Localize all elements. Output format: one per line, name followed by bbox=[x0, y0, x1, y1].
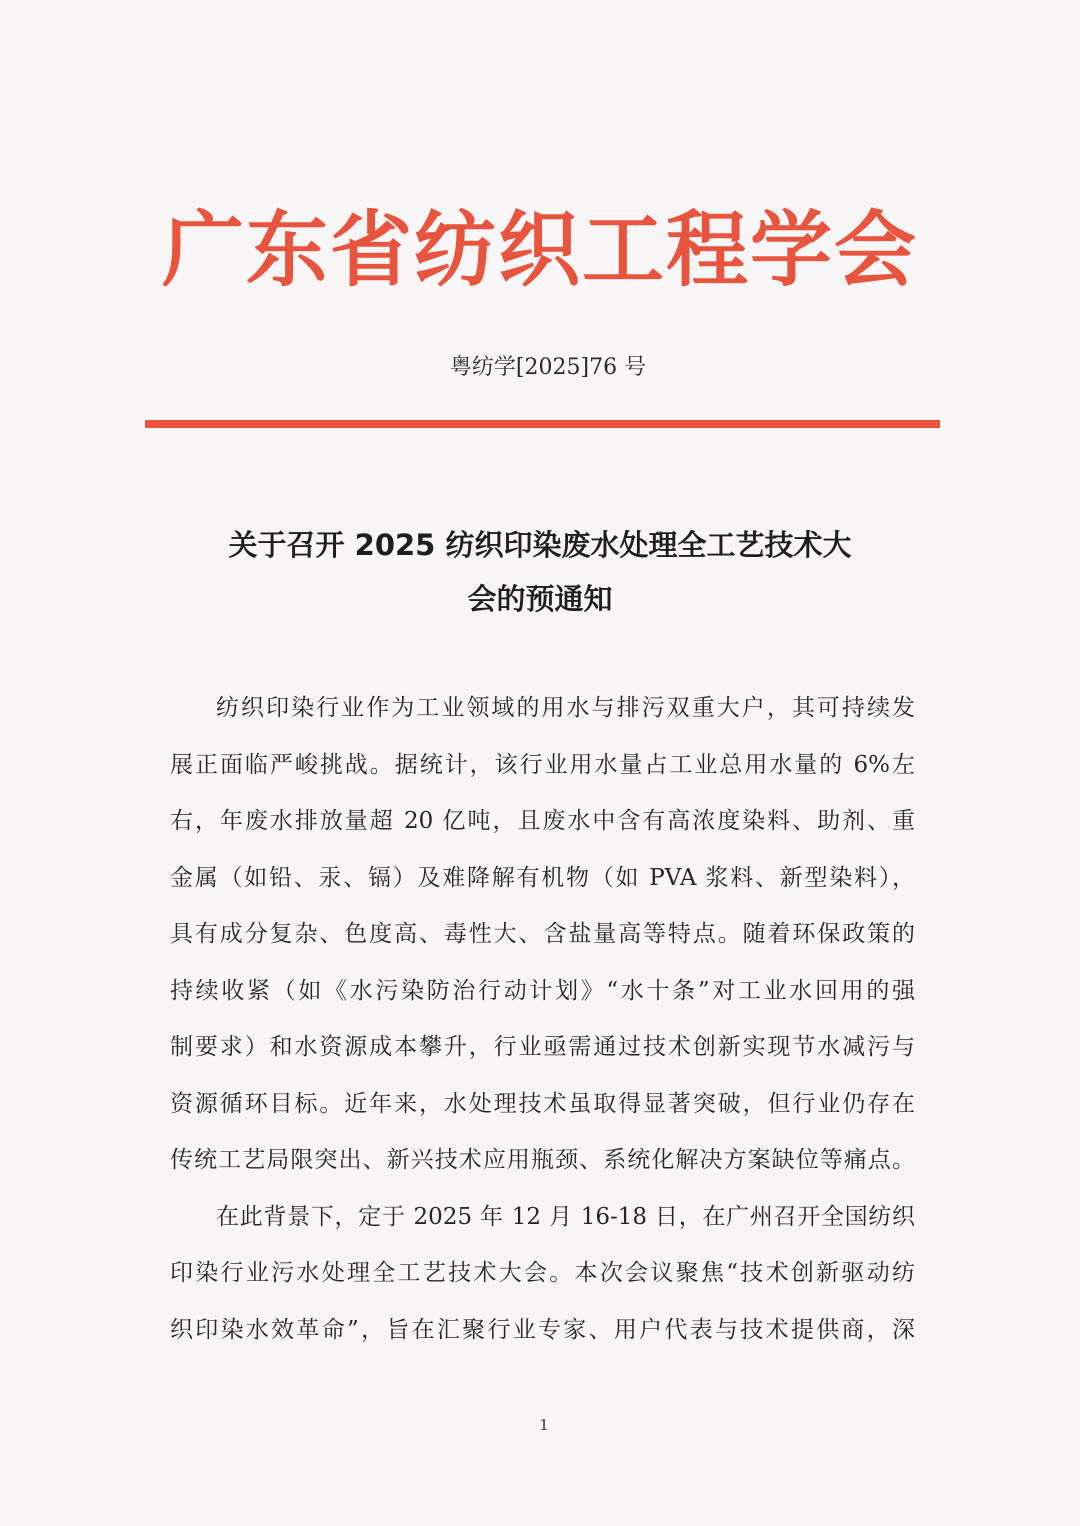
body-line: 织印染水效革命”，旨在汇聚行业专家、用户代表与技术提供商，深 bbox=[170, 1316, 915, 1343]
document-title bbox=[120, 518, 960, 626]
body-line: 右，年废水排放量超 20 亿吨，且废水中含有高浓度染料、助剂、重 bbox=[170, 808, 915, 834]
title-line: 关于召开 2025 纺织印染废水处理全工艺技术大 bbox=[228, 528, 852, 562]
body-line: 纺织印染行业作为工业领域的用水与排污双重大户，其可持续发 bbox=[216, 695, 915, 721]
letterhead-divider bbox=[145, 420, 940, 428]
document-body bbox=[170, 680, 915, 1358]
body-line: 金属（如铅、汞、镉）及难降解有机物（如 PVA 浆料、新型染料）， bbox=[170, 864, 915, 891]
page-number: 1 bbox=[539, 1416, 549, 1434]
paragraph bbox=[170, 680, 915, 1189]
body-line: 在此背景下，定于 2025 年 12 月 16-18 日，在广州召开全国纺织 bbox=[216, 1203, 915, 1230]
paragraph bbox=[170, 1189, 915, 1359]
document-number: 粤纺学[2025]76 号 bbox=[449, 355, 647, 380]
body-line: 具有成分复杂、色度高、毒性大、含盐量高等特点。随着环保政策的 bbox=[170, 921, 915, 947]
body-line: 印染行业污水处理全工艺技术大会。本次会议聚焦“技术创新驱动纺 bbox=[170, 1260, 915, 1286]
body-line: 展正面临严峻挑战。据统计，该行业用水量占工业总用水量的 6%左 bbox=[170, 751, 915, 778]
title-line: 会的预通知 bbox=[467, 582, 613, 616]
body-line: 传统工艺局限突出、新兴技术应用瓶颈、系统化解决方案缺位等痛点。 bbox=[170, 1147, 915, 1173]
body-line: 资源循环目标。近年来，水处理技术虽取得显著突破，但行业仍存在 bbox=[170, 1090, 915, 1117]
body-line: 制要求）和水资源成本攀升，行业亟需通过技术创新实现节水减污与 bbox=[170, 1034, 915, 1060]
organization-letterhead: 广东省纺织工程学会 bbox=[161, 202, 918, 298]
body-line: 持续收紧（如《水污染防治行动计划》“水十条”对工业水回用的强 bbox=[170, 977, 915, 1004]
